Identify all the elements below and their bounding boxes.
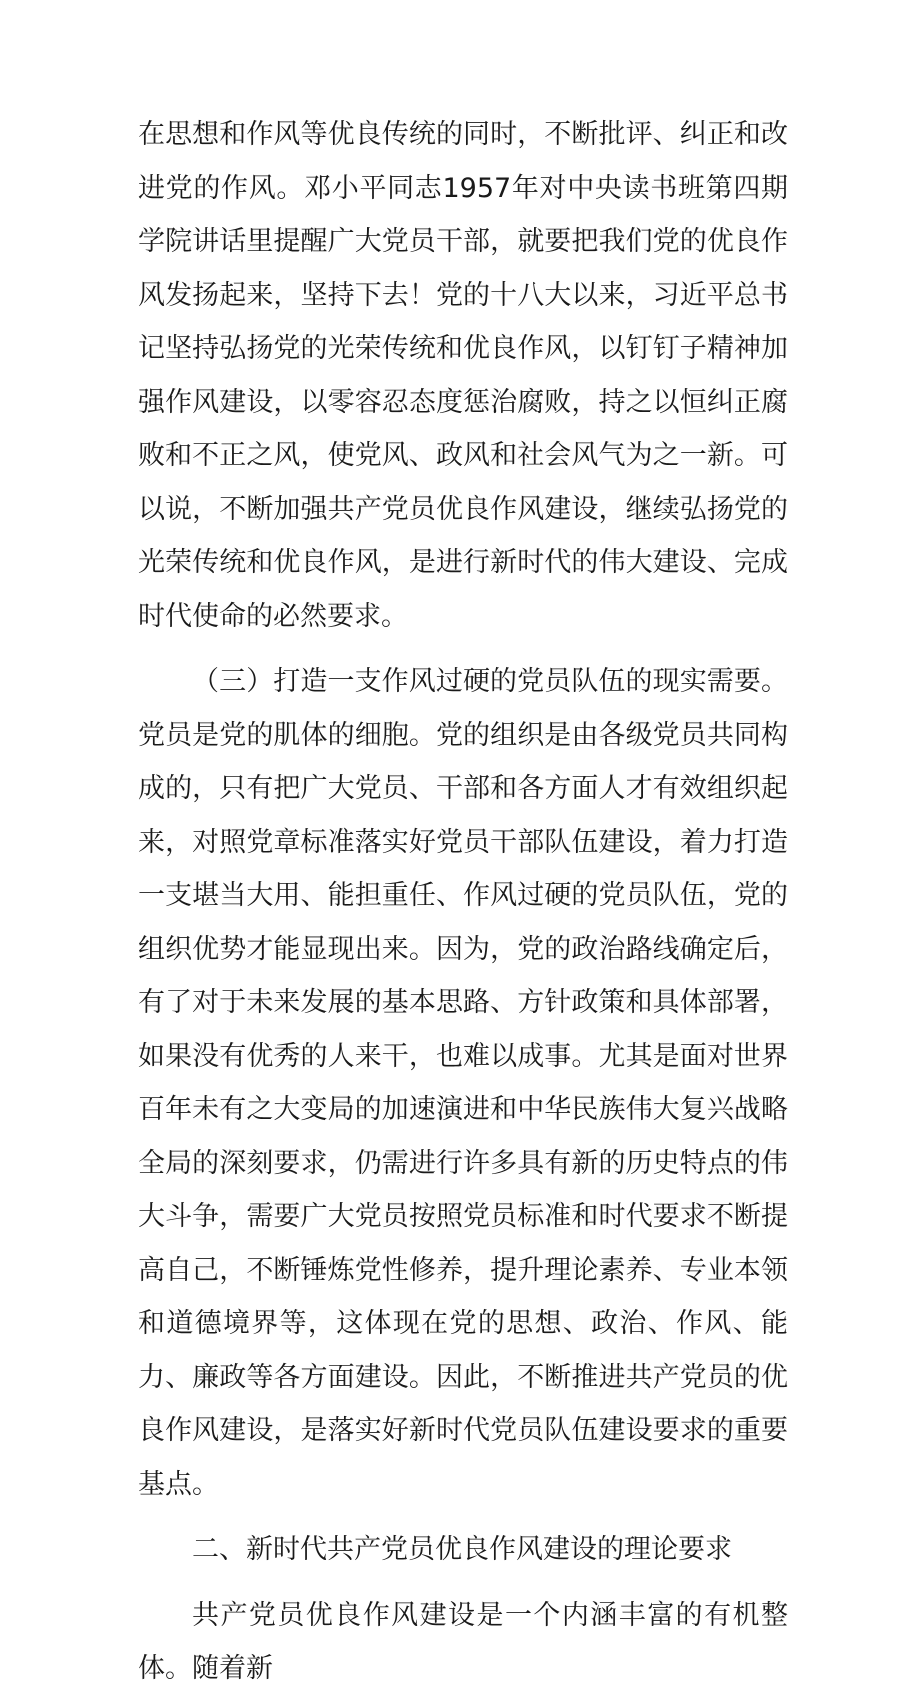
section-heading: 二、新时代共产党员优良作风建设的理论要求 [192, 1534, 732, 1565]
document-body [138, 108, 788, 1696]
body-paragraph-section-three: （三）打造一支作风过硬的党员队伍的现实需要。党员是党的肌体的细胞。党的组织是由各级党员共同构成的，只有把广大党员、干部和各方面人才有效组织起来，对照党章标准落实好党员干部队伍建设，着力打造一支堪当大用、能担重任、作风过硬的党员队伍，党的组织优势才能显现出来。因为，党的政治路线确定后，有了对于未来发展的基本思路、方针政策和具体部署，如果没有优秀的人来干，也难以成事。尤其是面对世界百年未有之大变局的加速演进和中华民族伟大复兴战略全局的深刻要求，仍需进行许多具有新的历史特点的伟大斗争，需要广大党员按照党员标准和时代要求不断提高自己，不断锤炼党性修养，提升理论素养、专业本领和道德境界等，这体现在党的思想、政治、作风、能力、廉政等各方面建设。因此，不断推进共产党员的优良作风建设，是落实好新时代党员队伍建设要求的重要基点。 [138, 666, 788, 1500]
body-paragraph-section-two-intro: 共产党员优良作风建设是一个内涵丰富的有机整体。随着新 [138, 1599, 788, 1684]
body-paragraph-continuation: 在思想和作风等优良传统的同时，不断批评、纠正和改进党的作风。邓小平同志1957年对中央读书班第四期学院讲话里提醒广大党员干部，就要把我们党的优良作风发扬起来，坚持下去！党的十八大以来，习近平总书记坚持弘扬党的光荣传统和优良作风，以钉钉子精神加强作风建设，以零容忍态度惩治腐败，持之以恒纠正腐败和不正之风，使党风、政风和社会风气为之一新。可以说，不断加强共产党员优良作风建设，继续弘扬党的光荣传统和优良作风，是进行新时代的伟大建设、完成时代使命的必然要求。 [138, 119, 788, 632]
